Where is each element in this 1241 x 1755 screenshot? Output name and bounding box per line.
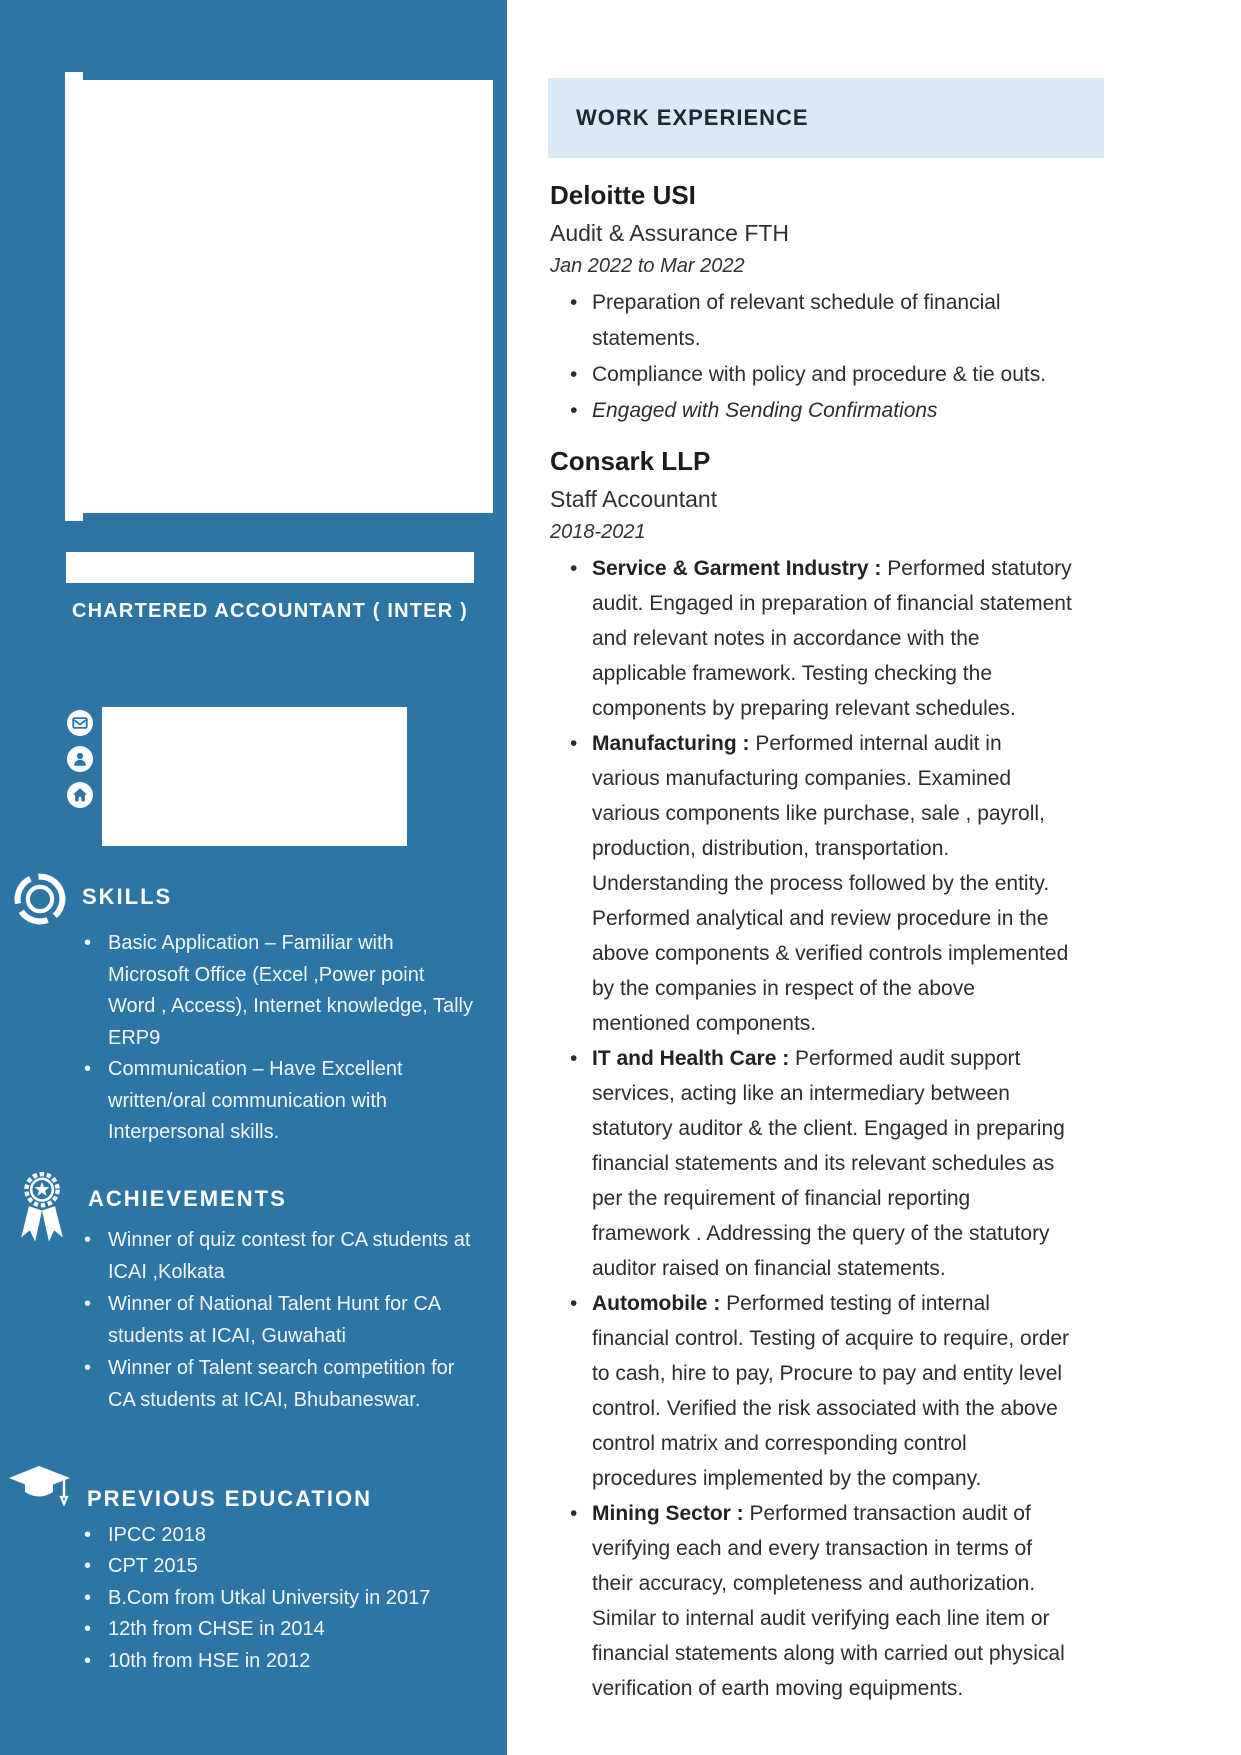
job-bullet: • Compliance with policy and procedure & tie outs. bbox=[592, 357, 1072, 393]
list-item: • Winner of quiz contest for CA students at ICAI ,Kolkata bbox=[84, 1224, 474, 1288]
job-bullet-list bbox=[592, 551, 1072, 1706]
list-item: • 12th from CHSE in 2014 bbox=[84, 1614, 474, 1645]
achievements-heading: ACHIEVEMENTS bbox=[88, 1186, 287, 1211]
sidebar bbox=[0, 0, 507, 1755]
work-experience-heading: WORK EXPERIENCE bbox=[576, 105, 809, 130]
list-item: • B.Com from Utkal University in 2017 bbox=[84, 1583, 474, 1614]
list-item: • CPT 2015 bbox=[84, 1551, 474, 1582]
graduation-cap-icon bbox=[8, 1464, 74, 1517]
photo-placeholder bbox=[65, 80, 493, 513]
list-item: • Winner of Talent search competition for CA students at ICAI, Bhubaneswar. bbox=[84, 1352, 474, 1416]
list-item: • Basic Application – Familiar with Microsoft Office (Excel ,Power point Word , Access), Internet knowledge, Tally ERP9 bbox=[84, 928, 474, 1054]
achievements-medal-icon bbox=[16, 1166, 68, 1253]
contact-info-redacted-box bbox=[102, 707, 407, 846]
job-bullet: • Automobile : Performed testing of internal financial control. Testing of acquire to require, order to cash, hire to pay, Procure to pay and entity level control. Verified the risk associated with the above control matrix and corresponding control procedures implemented by the company. bbox=[592, 1286, 1072, 1496]
job-bullet: • Engaged with Sending Confirmations bbox=[592, 393, 1072, 429]
job-bullet-list bbox=[592, 285, 1072, 429]
person-icon bbox=[67, 746, 93, 772]
list-item: • IPCC 2018 bbox=[84, 1520, 474, 1551]
job-bullet: • Service & Garment Industry : Performed statutory audit. Engaged in preparation of financial statement and relevant notes in accordance with the applicable framework. Testing checking the components by preparing relevant schedules. bbox=[592, 551, 1072, 726]
list-item: • 10th from HSE in 2012 bbox=[84, 1646, 474, 1677]
list-item: • Communication – Have Excellent written/oral communication with Interpersonal skills. bbox=[84, 1054, 474, 1149]
education-heading: PREVIOUS EDUCATION bbox=[87, 1486, 372, 1511]
company-name: Consark LLP bbox=[550, 446, 711, 476]
bullet-lead: Service & Garment Industry : bbox=[592, 557, 888, 580]
education-list bbox=[84, 1520, 474, 1677]
job-role: Audit & Assurance FTH bbox=[550, 220, 790, 246]
job-dates: Jan 2022 to Mar 2022 bbox=[550, 255, 745, 277]
achievements-list bbox=[84, 1224, 474, 1416]
company-name: Deloitte USI bbox=[550, 180, 696, 210]
name-redacted-bar bbox=[66, 552, 474, 583]
mail-icon bbox=[67, 710, 93, 736]
home-icon bbox=[67, 782, 93, 808]
bullet-lead: Manufacturing : bbox=[592, 732, 756, 755]
skills-heading: SKILLS bbox=[82, 884, 173, 909]
list-item: • Winner of National Talent Hunt for CA students at ICAI, Guwahati bbox=[84, 1288, 474, 1352]
job-bullet: • Preparation of relevant schedule of financial statements. bbox=[592, 285, 1072, 357]
bullet-lead: Automobile : bbox=[592, 1292, 727, 1315]
job-bullet: • IT and Health Care : Performed audit support services, acting like an intermediary between statutory auditor & the client. Engaged in preparing financial statements and its relevant schedules as per the requirement of financial reporting framework . Addressing the query of the statutory auditor raised on financial statements. bbox=[592, 1041, 1072, 1286]
work-experience-header-band bbox=[548, 78, 1104, 158]
bullet-lead: IT and Health Care : bbox=[592, 1047, 796, 1070]
job-title: CHARTERED ACCOUNTANT ( INTER ) bbox=[72, 600, 468, 622]
skills-icon bbox=[12, 871, 68, 932]
job-bullet: • Manufacturing : Performed internal audit in various manufacturing companies. Examined various components like purchase, sale , payroll, production, distribution, transportation. Understanding the process followed by the entity. Performed analytical and review procedure in the above components & verified controls implemented by the companies in respect of the above mentioned components. bbox=[592, 726, 1072, 1041]
job-role: Staff Accountant bbox=[550, 486, 718, 512]
skills-list bbox=[84, 928, 474, 1149]
job-bullet: • Mining Sector : Performed transaction audit of verifying each and every transaction in terms of their accuracy, completeness and authorization. Similar to internal audit verifying each line item or financial statements along with carried out physical verification of earth moving equipments. bbox=[592, 1496, 1072, 1706]
photo-frame-tab bbox=[65, 512, 83, 521]
bullet-lead: Mining Sector : bbox=[592, 1502, 750, 1525]
work-experience-content bbox=[550, 182, 1072, 1706]
job-dates: 2018-2021 bbox=[550, 521, 646, 543]
